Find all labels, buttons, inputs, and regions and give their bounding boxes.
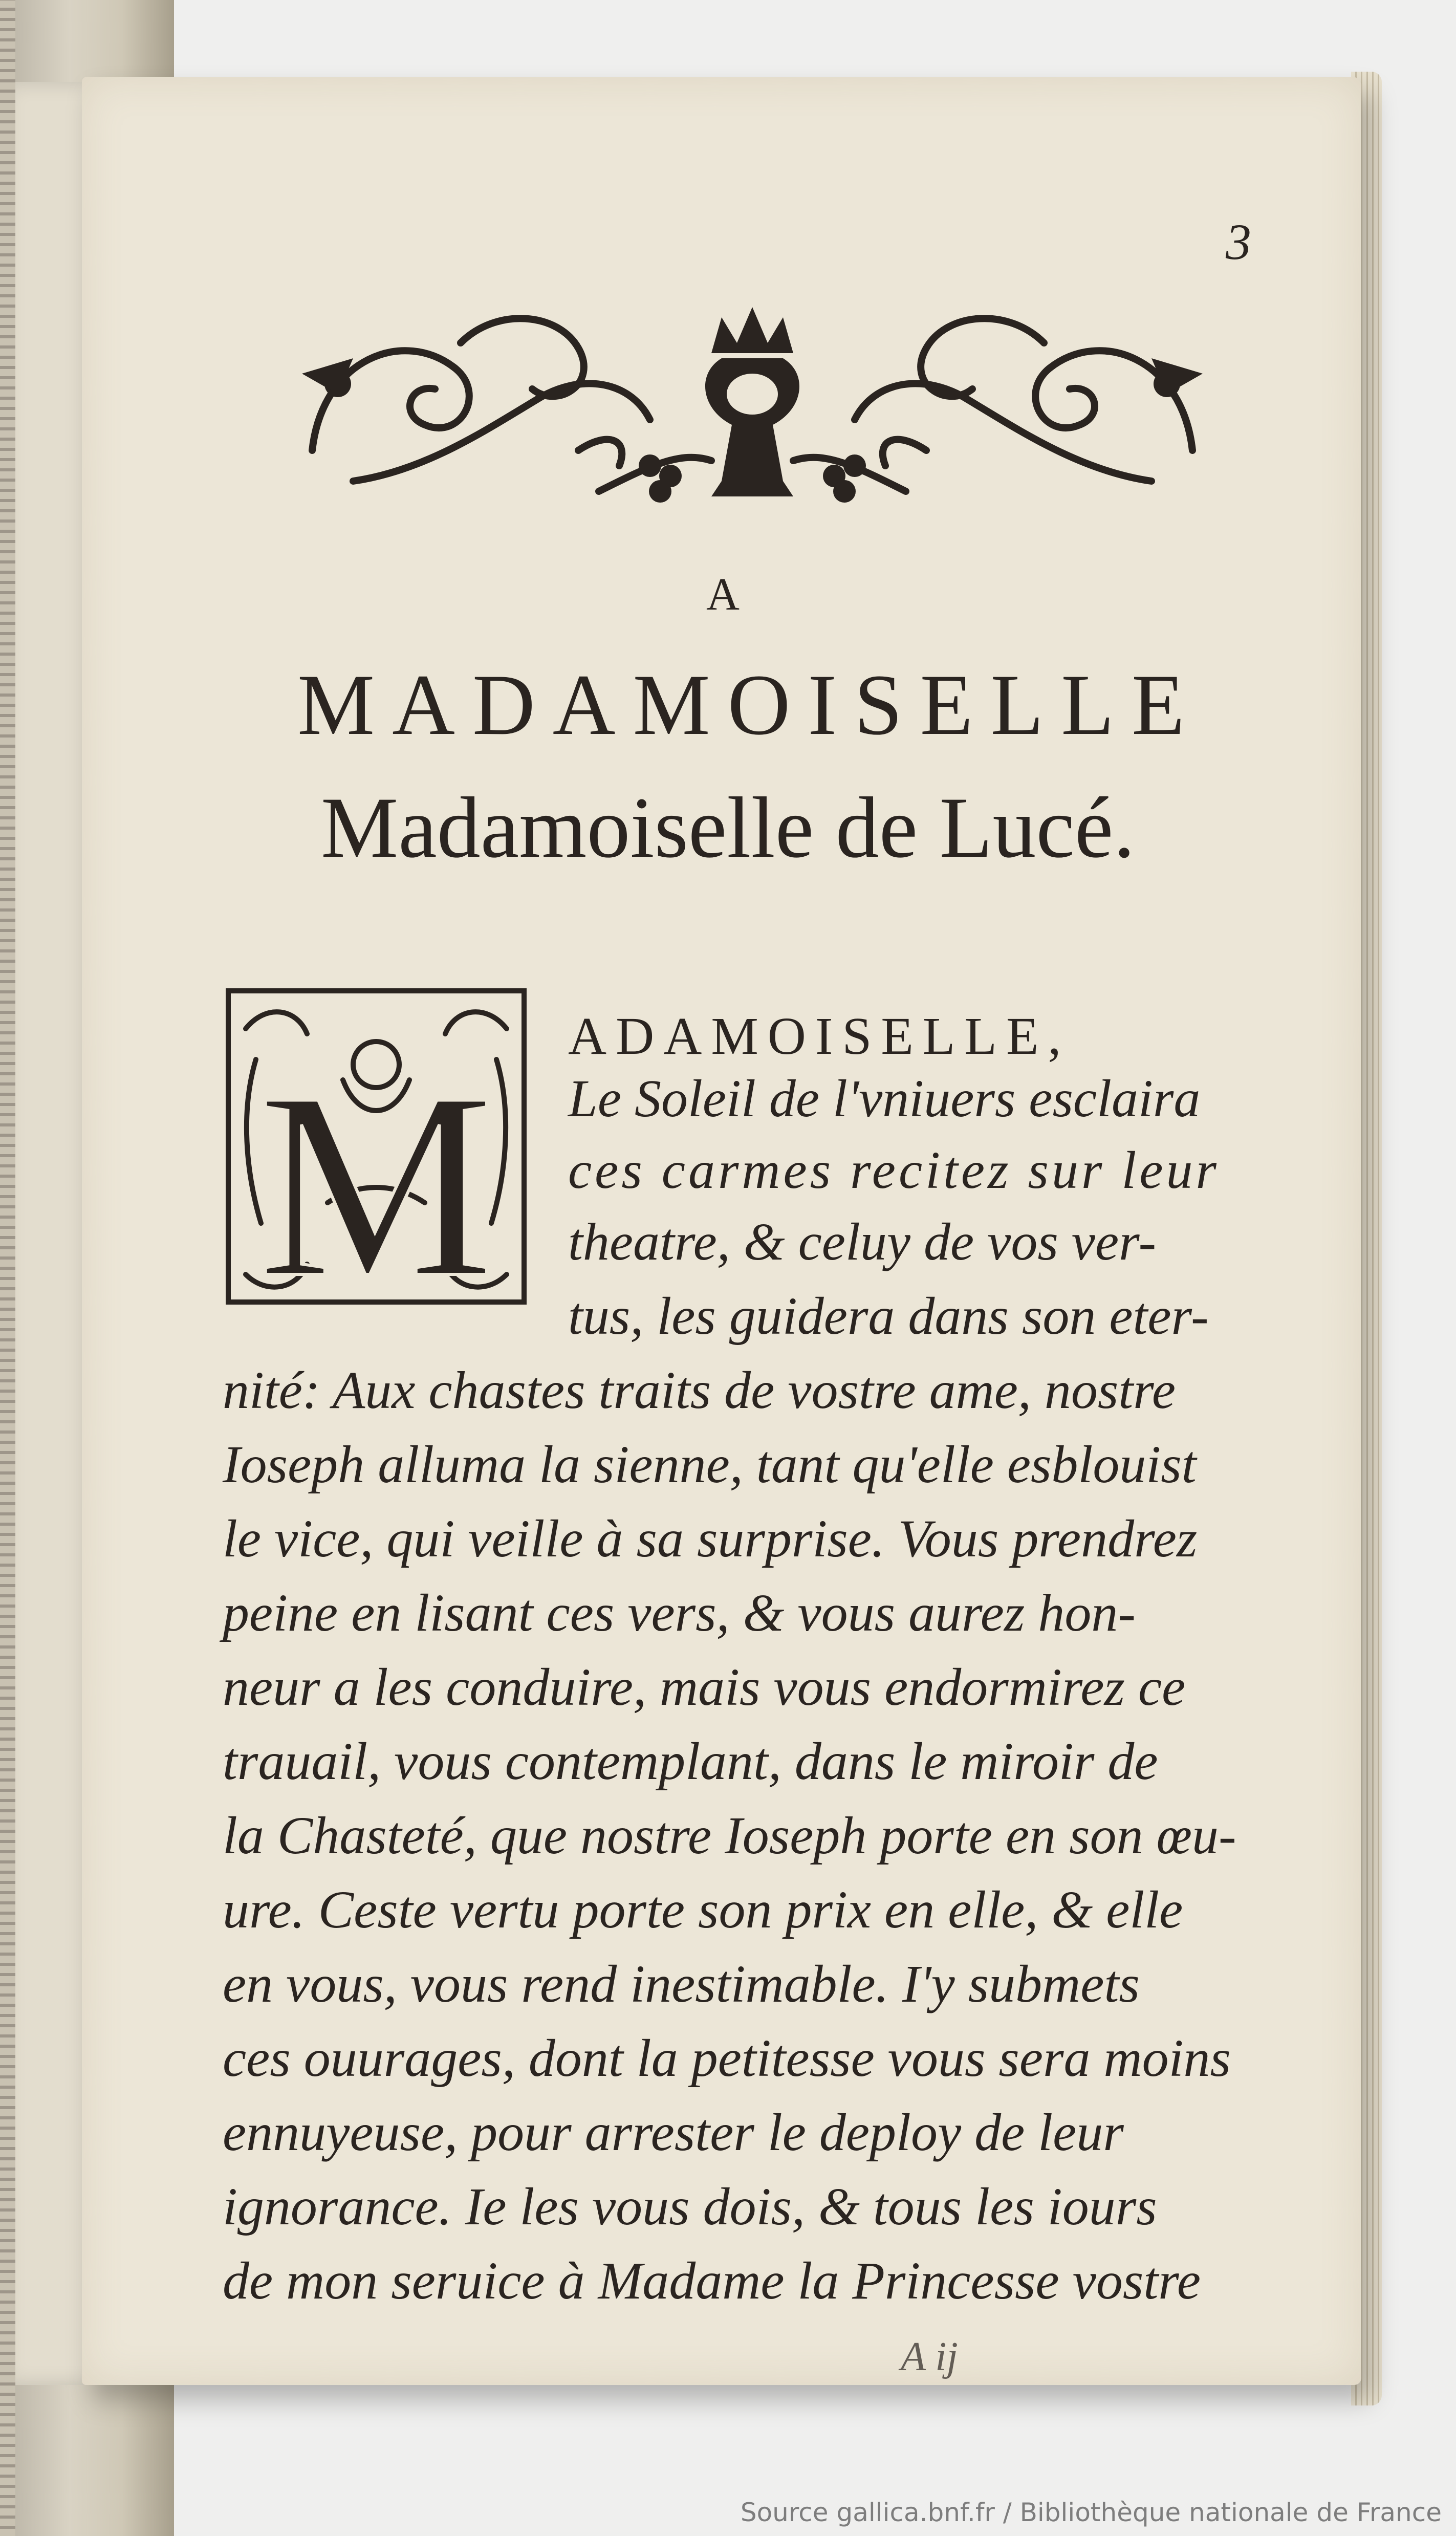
address-preposition: A xyxy=(706,569,750,620)
body-line: theatre, & celuy de vos ver- xyxy=(568,1212,1157,1271)
body-line: tus, les guidera dans son eter- xyxy=(568,1287,1209,1346)
dropcap-initial xyxy=(225,988,527,1305)
body-line: ces ouurages, dont la petitesse vous sera moins xyxy=(223,2029,1231,2088)
recipient-full-name: Madamoiselle de Lucé. xyxy=(321,779,1135,876)
signature-mark: A ij xyxy=(901,2334,958,2379)
body-line: Ioseph alluma la sienne, tant qu'elle esblouist xyxy=(223,1435,1197,1494)
body-line: trauail, vous contemplant, dans le miroir de xyxy=(223,1732,1158,1791)
body-line: ure. Ceste vertu porte son prix en elle, & elle xyxy=(223,1880,1183,1939)
page-number: 3 xyxy=(1226,213,1251,270)
dropcap-letter: M xyxy=(257,1038,495,1305)
body-line: Le Soleil de l'vniuers esclaira xyxy=(568,1069,1201,1128)
body-line: la Chasteté, que nostre Ioseph porte en son œu- xyxy=(223,1806,1236,1865)
body-line: en vous, vous rend inestimable. I'y submets xyxy=(223,1955,1140,2013)
headpiece-ornament-icon xyxy=(292,297,1213,512)
salutation: ADAMOISELLE, xyxy=(568,1007,1071,1066)
recipient-title-caps: MADAMOISELLE xyxy=(297,657,1202,753)
body-line: ignorance. Ie les vous dois, & tous les iours xyxy=(223,2177,1157,2236)
body-line: de mon seruice à Madame la Princesse vostre xyxy=(223,2251,1201,2310)
source-credit: Source gallica.bnf.fr / Bibliothèque nationale de France xyxy=(740,2498,1442,2527)
body-line: peine en lisant ces vers, & vous aurez hon- xyxy=(223,1584,1136,1642)
body-line: ces carmes recitez sur leur xyxy=(568,1141,1220,1200)
body-line: nité: Aux chastes traits de vostre ame, nostre xyxy=(223,1361,1176,1420)
binding-fabric xyxy=(0,0,15,2536)
dropcap-ornament-icon xyxy=(225,988,527,1305)
body-line: neur a les conduire, mais vous endormirez ce xyxy=(223,1658,1186,1717)
body-line: le vice, qui veille à sa surprise. Vous prendrez xyxy=(223,1509,1198,1568)
body-line: ennuyeuse, pour arrester le deploy de leur xyxy=(223,2103,1124,2162)
